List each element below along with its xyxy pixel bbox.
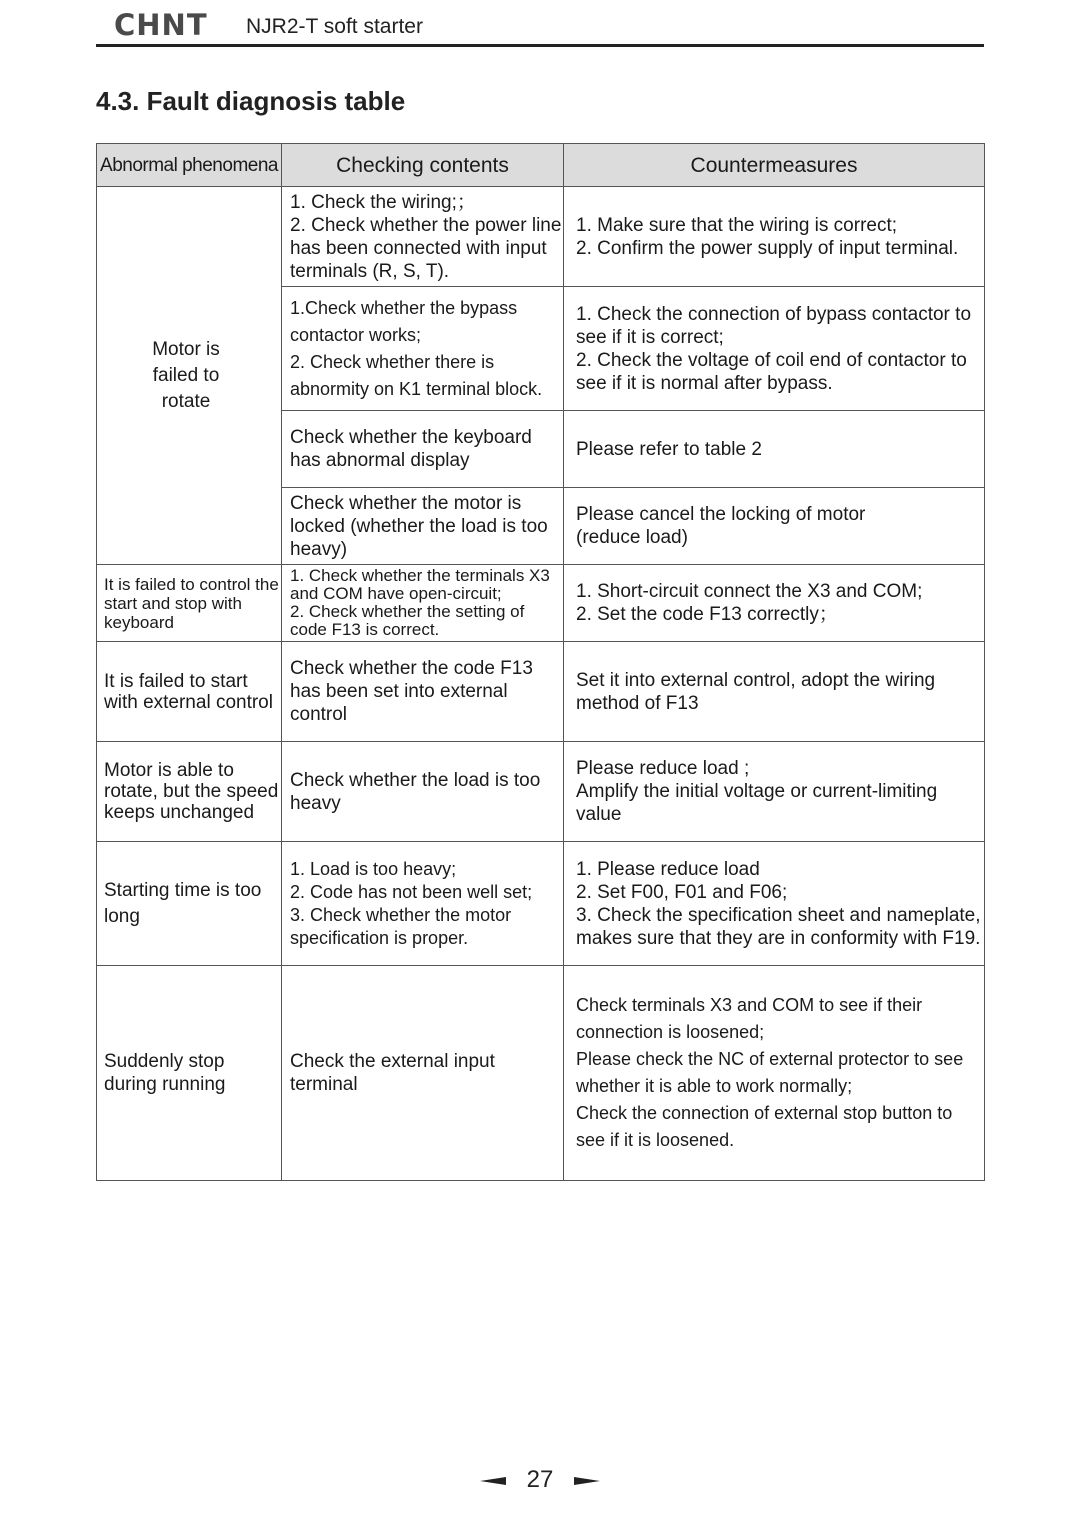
countermeasure-cell: 1. Please reduce load 2. Set F00, F01 and F06; 3. Check the specification sheet and nameplate, makes sure that they are in conformity with F19. xyxy=(564,842,985,966)
column-header-countermeasures: Countermeasures xyxy=(564,144,985,187)
right-arrow-icon xyxy=(574,1476,600,1486)
countermeasure-cell: Check terminals X3 and COM to see if their connection is loosened; Please check the NC of external protector to see whether it is able to work normally; Check the connection of external stop button to see if it is loosened. xyxy=(564,966,985,1181)
table-row xyxy=(97,966,985,1181)
checking-cell: Check whether the keyboard has abnormal display xyxy=(282,411,564,488)
phenomenon-cell: Suddenly stop during running xyxy=(97,966,282,1181)
table-header-row xyxy=(97,144,985,187)
countermeasure-cell: Please refer to table 2 xyxy=(564,411,985,488)
table-row xyxy=(97,187,985,287)
checking-cell: 1.Check whether the bypass contactor works; 2. Check whether there is abnormity on K1 terminal block. xyxy=(282,287,564,411)
phenomenon-cell: It is failed to start with external control xyxy=(97,642,282,742)
countermeasure-cell: Set it into external control, adopt the wiring method of F13 xyxy=(564,642,985,742)
left-arrow-icon xyxy=(480,1476,506,1486)
chnt-logo: CHNT xyxy=(114,8,208,42)
countermeasure-cell: Please reduce load ; Amplify the initial voltage or current-limiting value xyxy=(564,742,985,842)
column-header-checking: Checking contents xyxy=(282,144,564,187)
phenomenon-cell: Starting time is too long xyxy=(97,842,282,966)
table-row xyxy=(97,565,985,642)
checking-cell: 1. Check the wiring;； 2. Check whether the power line has been connected with input terminals (R, S, T). xyxy=(282,187,564,287)
checking-cell: Check whether the motor is locked (whether the load is too heavy) xyxy=(282,488,564,565)
page-header xyxy=(96,8,984,47)
fault-diagnosis-table xyxy=(96,143,985,1181)
countermeasure-cell: 1. Make sure that the wiring is correct; 2. Confirm the power supply of input terminal. xyxy=(564,187,985,287)
checking-cell: Check the external input terminal xyxy=(282,966,564,1181)
phenomenon-cell: Motor is failed to rotate xyxy=(97,187,282,565)
table-row xyxy=(97,642,985,742)
countermeasure-cell: 1. Short-circuit connect the X3 and COM; 2. Set the code F13 correctly； xyxy=(564,565,985,642)
table-row xyxy=(97,742,985,842)
section-title: 4.3. Fault diagnosis table xyxy=(96,86,406,116)
checking-cell: 1. Check whether the terminals X3 and COM have open-circuit; 2. Check whether the setting of code F13 is correct. xyxy=(282,565,564,642)
page-footer xyxy=(0,1466,1080,1494)
checking-cell: Check whether the code F13 has been set into external control xyxy=(282,642,564,742)
checking-cell: 1. Load is too heavy; 2. Code has not been well set; 3. Check whether the motor specification is proper. xyxy=(282,842,564,966)
countermeasure-cell: 1. Check the connection of bypass contactor to see if it is correct; 2. Check the voltage of coil end of contactor to see if it is normal after bypass. xyxy=(564,287,985,411)
table-row xyxy=(97,842,985,966)
phenomenon-cell: It is failed to control the start and stop with keyboard xyxy=(97,565,282,642)
page-number: 27 xyxy=(526,1466,554,1493)
phenomenon-cell: Motor is able to rotate, but the speed keeps unchanged xyxy=(97,742,282,842)
checking-cell: Check whether the load is too heavy xyxy=(282,742,564,842)
document-title: NJR2-T soft starter xyxy=(246,15,423,38)
countermeasure-cell: Please cancel the locking of motor (reduce load) xyxy=(564,488,985,565)
column-header-phenomena: Abnormal phenomena xyxy=(97,144,282,187)
